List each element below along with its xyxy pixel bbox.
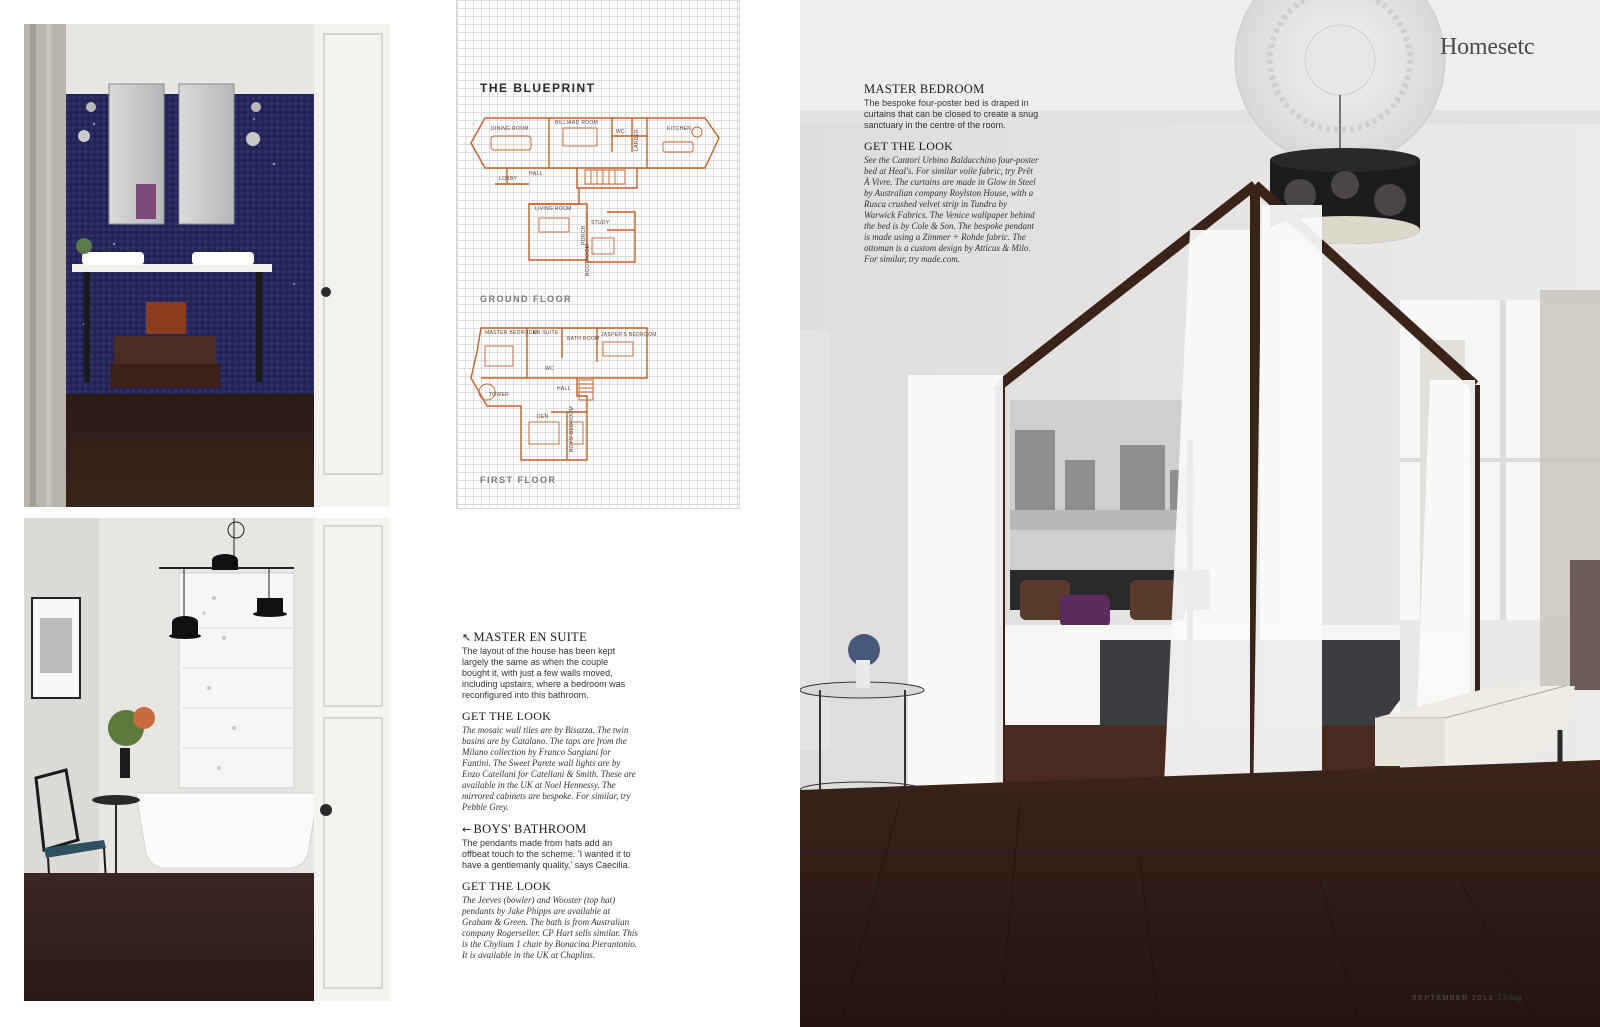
boys-bathroom-look-body: The Jeeves (bowler) and Wooster (top hat) pendants by Jake Phipps are available at Graham & Green. The bath is from Australian company Rogerseller. CP Hart sells similar. This is the Chylium 1 chair by Bonacina Pierantonio. It is available in the UK at Chaplins.: [462, 895, 638, 960]
bowler-hat-pendant: [212, 554, 238, 570]
room-wc-upstairs: WC: [545, 366, 554, 372]
ensuite-caption: [462, 630, 638, 813]
ensuite-body: The layout of the house has been kept largely the same as when the couple bought it, with just a few walls moved, including upstairs, where a bedroom was reconfigured into this bathroom.: [462, 646, 626, 700]
room-dining: DINING ROOM: [491, 126, 529, 132]
master-bedroom-caption: [864, 82, 1040, 265]
section-logo: Homesetc: [1440, 34, 1535, 60]
arrow-left-icon: ←: [462, 823, 472, 836]
room-porch: PORCH: [581, 225, 587, 245]
room-larder: LARDER: [634, 128, 640, 151]
room-lobby: LOBBY: [499, 176, 518, 182]
purple-cushion: [1060, 595, 1110, 627]
mirror-cabinet-right: [179, 84, 234, 224]
room-study: STUDY: [591, 220, 610, 226]
boys-bathroom-body: The pendants made from hats add an offbeat touch to the scheme. 'I wanted it to have a gentlemanly quality,' says Caecilia.: [462, 838, 631, 870]
blueprint-panel: [456, 0, 740, 509]
ensuite-illustration: [24, 24, 390, 507]
room-living: LIVING ROOM: [535, 206, 572, 212]
boys-bathroom-heading: ← BOYS' BATHROOM: [462, 822, 587, 836]
master-bedroom-body: The bespoke four-poster bed is draped in curtains that can be closed to create a snug sanctuary in the centre of the room.: [864, 98, 1039, 130]
door-knob: [321, 287, 331, 297]
issue-date: SEPTEMBER 2013: [1412, 995, 1494, 1002]
ground-floor-label: GROUND FLOOR: [480, 294, 572, 304]
blueprint-title: THE BLUEPRINT: [480, 81, 596, 95]
ensuite-heading: ↖ MASTER EN SUITE: [462, 630, 588, 644]
boys-bathroom-illustration: [24, 518, 390, 1001]
top-hat-pendant: [253, 611, 287, 617]
ensuite-photo: [24, 24, 390, 507]
room-tower: TOWER: [489, 392, 510, 398]
page-footer: [1412, 992, 1522, 1002]
room-den: DEN: [537, 414, 549, 420]
door-knob: [320, 804, 332, 816]
first-floor-label: FIRST FLOOR: [480, 475, 557, 485]
room-jaspers-bedroom: JASPER'S BEDROOM: [601, 332, 657, 338]
master-bedroom-heading: MASTER BEDROOM: [864, 82, 985, 96]
wooden-floor: [800, 760, 1600, 1027]
room-hall-upstairs: HALL: [557, 386, 571, 392]
room-wc: WC: [616, 129, 625, 135]
boys-bathroom-caption: [462, 822, 638, 961]
room-boys-bedroom: BOYS' BEDROOM: [569, 406, 575, 452]
room-hall: HALL: [529, 171, 543, 177]
wooden-floor: [44, 394, 354, 507]
freestanding-bath: [136, 793, 318, 868]
ground-floor-plan: [467, 112, 729, 292]
room-kitchen: KITCHEN: [667, 126, 692, 132]
boys-bathroom-look-heading: GET THE LOOK: [462, 879, 552, 893]
room-bootroom: BOOTROOM: [585, 243, 591, 276]
boys-bathroom-photo: [24, 518, 390, 1001]
ensuite-look-body: The mosaic wall tiles are by Bisazza. The twin basins are by Catalano. The taps are from the Milano collection by Franco Sargiani for Fantini. The Sweet Parete wall lights are by Enzo Catellani for Catellani & Smith. These are available in the UK at Noel Hennessy. The mirrored cabinets are bespoke. For similar, try Pebble Grey.: [462, 725, 636, 812]
room-bath: BATH ROOM: [567, 336, 600, 342]
room-master-bedroom: MASTER BEDROOM: [485, 330, 538, 336]
sheer-curtain-left: [908, 375, 1003, 815]
master-bedroom-look-heading: GET THE LOOK: [864, 139, 954, 153]
copper-bucket: [146, 302, 186, 334]
room-en-suite: EN SUITE: [533, 330, 559, 336]
master-bedroom-look-body: See the Cantori Urbino Baldacchino four-poster bed at Heal's. For similar voile fabric, try Prêt À Vivre. The curtains are made in Glow in Steel by Australian company Roylston House, with a Rusca crushed velvet strip in Tundra by Warwick Fabrics. The Venice wallpaper behind the bed is by Cole & Son. The bespoke pendant is made using a Zimmer + Rohde fabric. The ottoman is a custom design by Atticus & Milo. For similar, try made.com.: [864, 155, 1039, 264]
room-billiard: BILLIARD ROOM: [555, 120, 599, 126]
arrow-up-left-icon: ↖: [462, 631, 472, 644]
wooden-floor: [24, 873, 354, 1001]
first-floor-plan: [467, 322, 729, 472]
ensuite-look-heading: GET THE LOOK: [462, 709, 552, 723]
magazine-name: Living: [1497, 992, 1522, 1002]
